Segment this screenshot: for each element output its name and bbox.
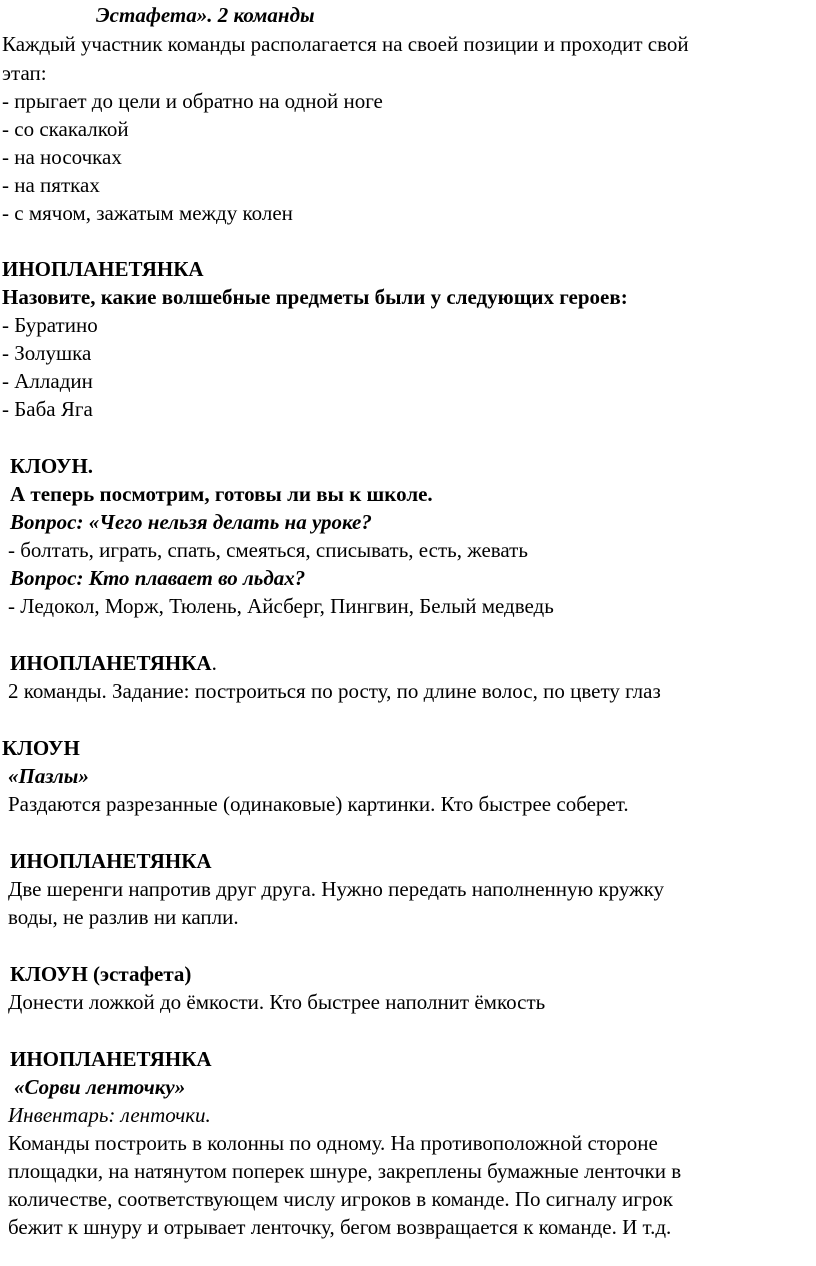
question-text: Назовите, какие волшебные предметы были у следующих героев: <box>2 285 628 309</box>
relay-title: Эстафета». 2 команды <box>96 3 315 27</box>
inventory-text: Инвентарь: ленточки. <box>8 1103 211 1127</box>
list-item: - на носочках <box>2 145 122 169</box>
task-text: площадки, на натянутом поперек шнуре, закреплены бумажные ленточки в <box>8 1159 682 1183</box>
task-text: Две шеренги напротив друг друга. Нужно передать наполненную кружку <box>8 877 664 901</box>
section-heading: КЛОУН (эстафета) <box>10 962 192 986</box>
list-item: - с мячом, зажатым между колен <box>2 201 293 225</box>
section-heading: ИНОПЛАНЕТЯНКА <box>10 849 212 873</box>
task-text: Раздаются разрезанные (одинаковые) картинки. Кто быстрее соберет. <box>8 792 629 816</box>
task-text: 2 команды. Задание: построиться по росту, по длине волос, по цвету глаз <box>8 679 661 703</box>
answer-text: - болтать, играть, спать, смеяться, списывать, есть, жевать <box>8 538 528 562</box>
game-title: «Пазлы» <box>8 764 89 788</box>
section-heading: КЛОУН. <box>10 454 94 478</box>
question-text: Вопрос: Кто плавает во льдах? <box>10 566 306 590</box>
task-text: воды, не разлив ни капли. <box>8 905 239 929</box>
question-text: Вопрос: «Чего нельзя делать на уроке? <box>10 510 372 534</box>
section-heading: КЛОУН <box>2 736 80 760</box>
task-text: Команды построить в колонны по одному. На противоположной стороне <box>8 1131 658 1155</box>
game-title: «Сорви ленточку» <box>14 1075 186 1099</box>
list-item: - со скакалкой <box>2 117 129 141</box>
list-item: - Буратино <box>2 313 98 337</box>
task-text: Донести ложкой до ёмкости. Кто быстрее наполнит ёмкость <box>8 990 546 1014</box>
relay-text-line: этап: <box>2 61 47 85</box>
heading-period: . <box>211 651 217 675</box>
relay-text-line: Каждый участник команды располагается на своей позиции и проходит свой <box>2 32 689 56</box>
section-heading: ИНОПЛАНЕТЯНКА <box>10 651 212 675</box>
intro-text: А теперь посмотрим, готовы ли вы к школе. <box>10 482 433 506</box>
task-text: количестве, соответствующем числу игроков в команде. По сигналу игрок <box>8 1187 674 1211</box>
list-item: - прыгает до цели и обратно на одной ноге <box>2 89 383 113</box>
answer-text: - Ледокол, Морж, Тюлень, Айсберг, Пингвин, Белый медведь <box>8 594 554 618</box>
list-item: - Золушка <box>2 341 92 365</box>
section-heading: ИНОПЛАНЕТЯНКА <box>2 257 204 281</box>
list-item: - на пятках <box>2 173 100 197</box>
section-heading-line <box>10 650 217 676</box>
list-item: - Алладин <box>2 369 93 393</box>
task-text: бежит к шнуру и отрывает ленточку, бегом возвращается к команде. И т.д. <box>8 1215 672 1239</box>
section-heading: ИНОПЛАНЕТЯНКА <box>10 1047 212 1071</box>
list-item: - Баба Яга <box>2 397 93 421</box>
